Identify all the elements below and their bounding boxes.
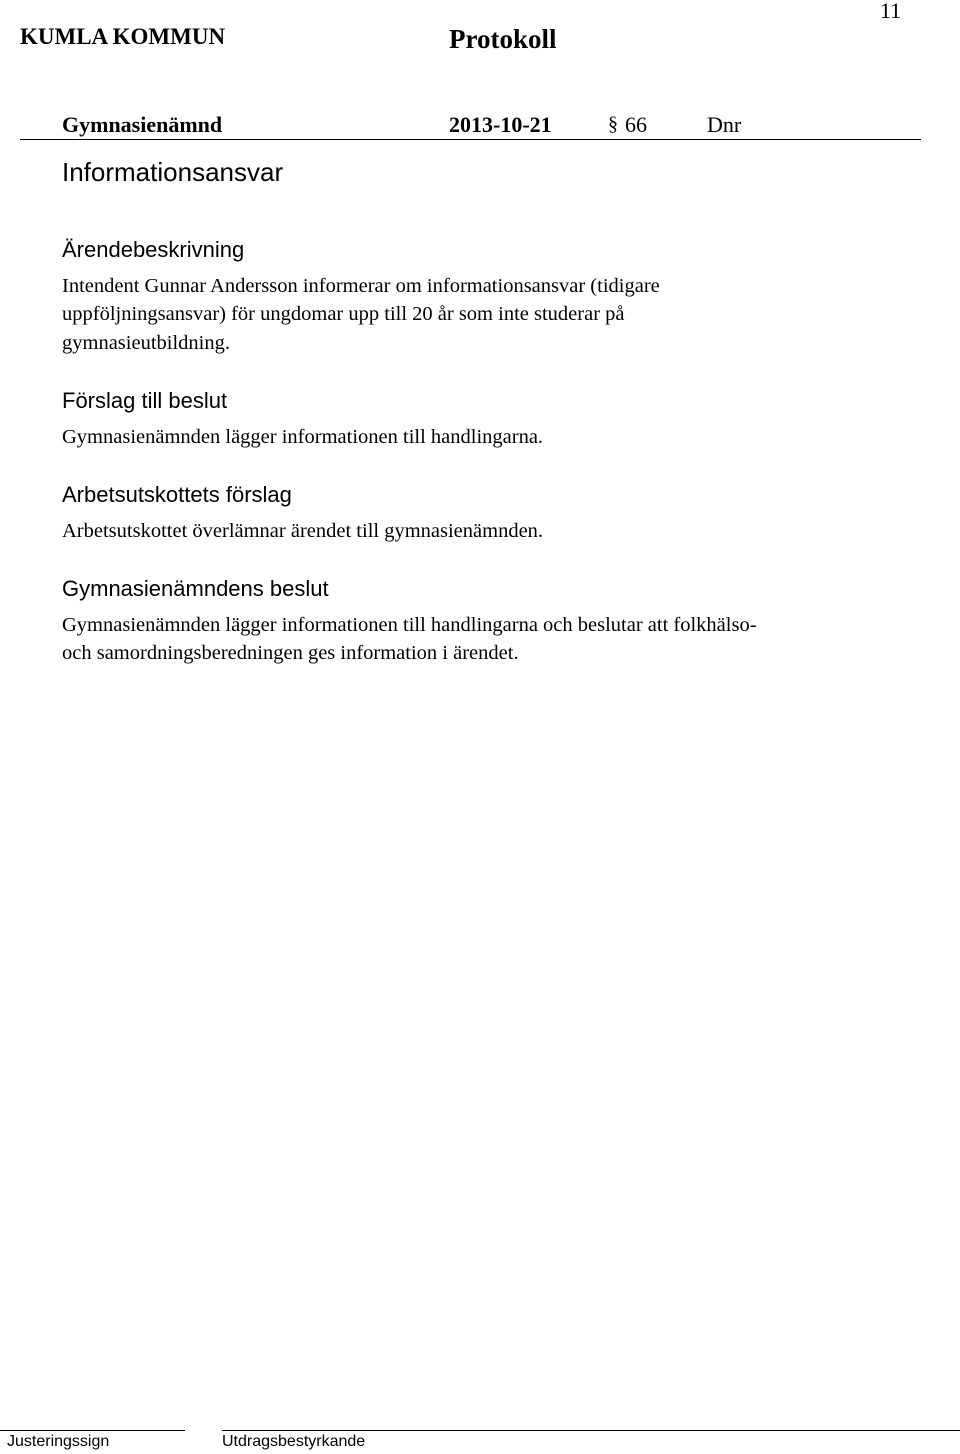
section-number: 66 (625, 112, 647, 137)
description-heading: Ärendebeskrivning (62, 237, 245, 262)
section-sign: § (608, 113, 618, 135)
meeting-date: 2013-10-21 (449, 112, 552, 137)
header-divider (20, 139, 921, 140)
description-text (62, 272, 660, 357)
text-line: Gymnasienämnden lägger informationen till handlingarna. (62, 426, 544, 448)
working-committee-proposal-text (62, 517, 543, 545)
text-line: Arbetsutskottet överlämnar ärendet till gymnasienämnden. (62, 520, 544, 542)
working-committee-proposal-heading: Arbetsutskottets förslag (62, 482, 292, 507)
decision-text (62, 611, 757, 668)
item-title: Informationsansvar (62, 157, 284, 187)
signature-label: Justeringssign (7, 1433, 110, 1450)
footer-divider-signature (0, 1430, 185, 1431)
dnr-label: Dnr (707, 112, 742, 137)
proposal-heading: Förslag till beslut (62, 388, 228, 413)
certification-label: Utdragsbestyrkande (222, 1433, 366, 1450)
footer-divider-certification (222, 1430, 960, 1431)
page-number: 11 (880, 0, 902, 23)
organization-name: KUMLA KOMMUN (20, 24, 226, 49)
text-line: Intendent Gunnar Andersson informerar om informationsansvar (tidigare (62, 275, 660, 297)
document-type: Protokoll (449, 24, 557, 54)
text-line: uppföljningsansvar) för ungdomar upp till 20 år som inte studerar på (62, 303, 625, 326)
text-line: och samordningsberedningen ges information i ärendet. (62, 642, 519, 665)
committee-name: Gymnasienämnd (62, 112, 223, 137)
text-line: Gymnasienämnden lägger informationen till handlingarna och beslutar att folkhälso- (62, 614, 757, 636)
text-line: gymnasieutbildning. (62, 331, 230, 354)
decision-heading: Gymnasienämndens beslut (62, 576, 329, 601)
proposal-text (62, 423, 543, 451)
